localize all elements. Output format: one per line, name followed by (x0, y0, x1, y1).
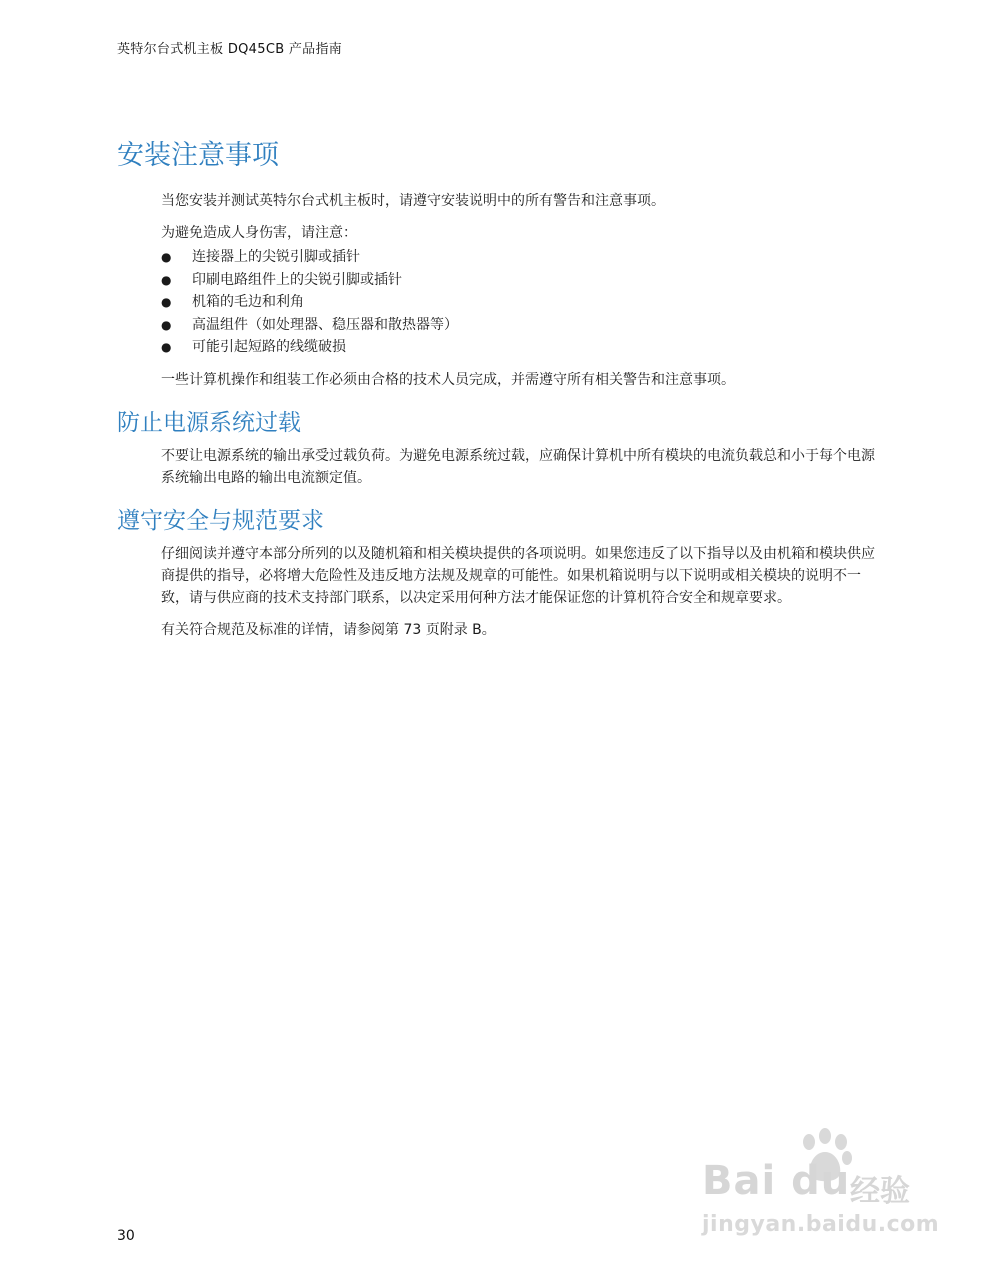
overload-body (161, 445, 877, 489)
section-title-overload: 防止电源系统过载 (117, 409, 301, 436)
list-item (161, 246, 877, 269)
list-item (161, 336, 877, 359)
install-closing: 一些计算机操作和组装工作必须由合格的技术人员完成，并需遵守所有相关警告和注意事项。 (161, 371, 735, 388)
list-item (161, 291, 877, 314)
running-header: 英特尔台式机主板 DQ45CB 产品指南 (117, 42, 343, 57)
install-body (161, 190, 877, 391)
list-item (161, 269, 877, 292)
install-lead: 为避免造成人身伤害，请注意： (161, 225, 357, 241)
watermark-brand-cn: 经验 (850, 1174, 910, 1209)
list-item-text: 印刷电路组件上的尖锐引脚或插针 (192, 271, 402, 288)
section-title-compliance: 遵守安全与规范要求 (117, 507, 324, 534)
section-title-install: 安装注意事项 (117, 140, 279, 171)
watermark-brand: Bai du (702, 1158, 851, 1204)
compliance-body (161, 543, 877, 641)
list-item (161, 314, 877, 337)
bullet-dot-icon: ● (161, 272, 172, 287)
bullet-dot-icon: ● (161, 340, 172, 354)
page-number: 30 (117, 1228, 135, 1244)
bullet-dot-icon: ● (161, 295, 172, 309)
bullet-dot-icon: ● (161, 250, 172, 264)
list-item-text: 机箱的毛边和利角 (192, 294, 304, 310)
page-content (117, 138, 877, 651)
install-intro: 当您安装并测试英特尔台式机主板时，请遵守安装说明中的所有警告和注意事项。 (161, 193, 665, 209)
list-item-text: 高温组件（如处理器、稳压器和散热器等） (192, 316, 458, 333)
hazard-list (161, 246, 877, 359)
overload-paragraph: 不要让电源系统的输出承受过载负荷。为避免电源系统过载，应确保计算机中所有模块的电流负载总和小于每个电源系统输出电路的输出电流额定值。 (161, 447, 875, 486)
compliance-paragraph: 仔细阅读并遵守本部分所列的以及随机箱和相关模块提供的各项说明。如果您违反了以下指导以及由机箱和模块供应商提供的指导，必将增大危险性及违反地方法规及规章的可能性。如果机箱说明与以下说明或相关模块的说明不一致，请与供应商的技术支持部门联系，以决定采用何种方法才能保证您的计算机符合安全和规章要求。 (161, 545, 875, 606)
bullet-dot-icon: ● (161, 317, 172, 332)
list-item-text: 连接器上的尖锐引脚或插针 (192, 249, 360, 265)
compliance-reference: 有关符合规范及标准的详情，请参阅第 73 页附录 B。 (161, 621, 496, 638)
watermark-site: jingyan.baidu.com (702, 1212, 940, 1237)
list-item-text: 可能引起短路的线缆破损 (192, 339, 346, 355)
baidu-watermark (700, 1128, 940, 1248)
